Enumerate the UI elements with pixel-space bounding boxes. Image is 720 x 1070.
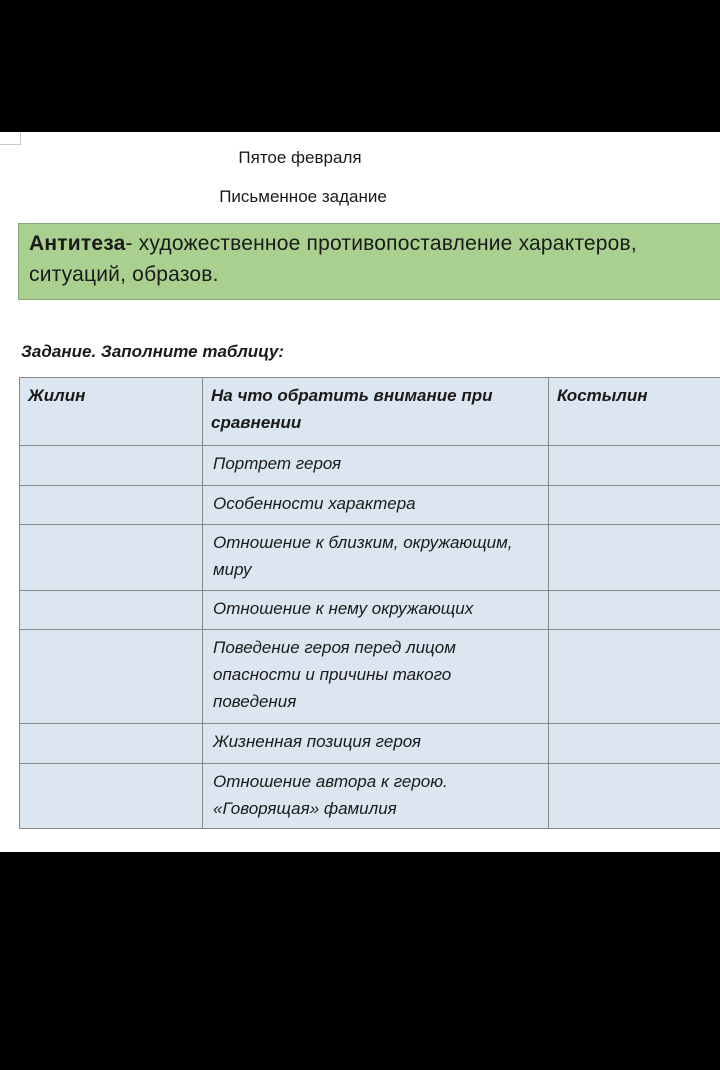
definition-text: - художественное противопоставление характеров, ситуаций, образов.	[29, 232, 637, 286]
cell-zhilin[interactable]	[20, 486, 203, 525]
lesson-date: Пятое февраля	[238, 148, 362, 167]
table-row	[20, 630, 720, 724]
cell-zhilin[interactable]	[20, 446, 203, 486]
table-row	[20, 724, 720, 764]
cell-zhilin[interactable]	[20, 764, 203, 829]
cell-zhilin[interactable]	[20, 724, 203, 764]
cell-kostylin[interactable]	[549, 591, 720, 630]
cell-kostylin[interactable]	[549, 525, 720, 591]
column-header-kostylin: Костылин	[549, 378, 720, 446]
definition-term: Антитеза	[29, 232, 126, 255]
definition-box	[18, 223, 720, 300]
cell-aspect: Особенности характера	[203, 486, 549, 525]
cell-kostylin[interactable]	[549, 446, 720, 486]
table-row	[20, 764, 720, 829]
task-instruction: Задание. Заполните таблицу:	[21, 342, 285, 361]
table-row	[20, 446, 720, 486]
table-row	[20, 525, 720, 591]
assignment-type: Письменное задание	[219, 187, 387, 206]
comparison-table	[19, 377, 720, 829]
cell-zhilin[interactable]	[20, 525, 203, 591]
cell-zhilin[interactable]	[20, 630, 203, 724]
column-header-zhilin: Жилин	[20, 378, 203, 446]
cell-aspect: Отношение к нему окружающих	[203, 591, 549, 630]
document-page	[0, 132, 720, 852]
column-header-aspect: На что обратить внимание при сравнении	[203, 378, 549, 446]
cell-kostylin[interactable]	[549, 724, 720, 764]
cell-kostylin[interactable]	[549, 630, 720, 724]
page-corner-mark	[0, 132, 21, 145]
table-row	[20, 591, 720, 630]
cell-aspect: Отношение к близким, окружающим, миру	[203, 525, 549, 591]
cell-zhilin[interactable]	[20, 591, 203, 630]
table-header-row	[20, 378, 720, 446]
cell-aspect: Жизненная позиция героя	[203, 724, 549, 764]
cell-aspect: Поведение героя перед лицом опасности и причины такого поведения	[203, 630, 549, 724]
table-row	[20, 486, 720, 525]
cell-aspect: Отношение автора к герою. «Говорящая» фамилия	[203, 764, 549, 829]
cell-kostylin[interactable]	[549, 486, 720, 525]
cell-aspect: Портрет героя	[203, 446, 549, 486]
cell-kostylin[interactable]	[549, 764, 720, 829]
